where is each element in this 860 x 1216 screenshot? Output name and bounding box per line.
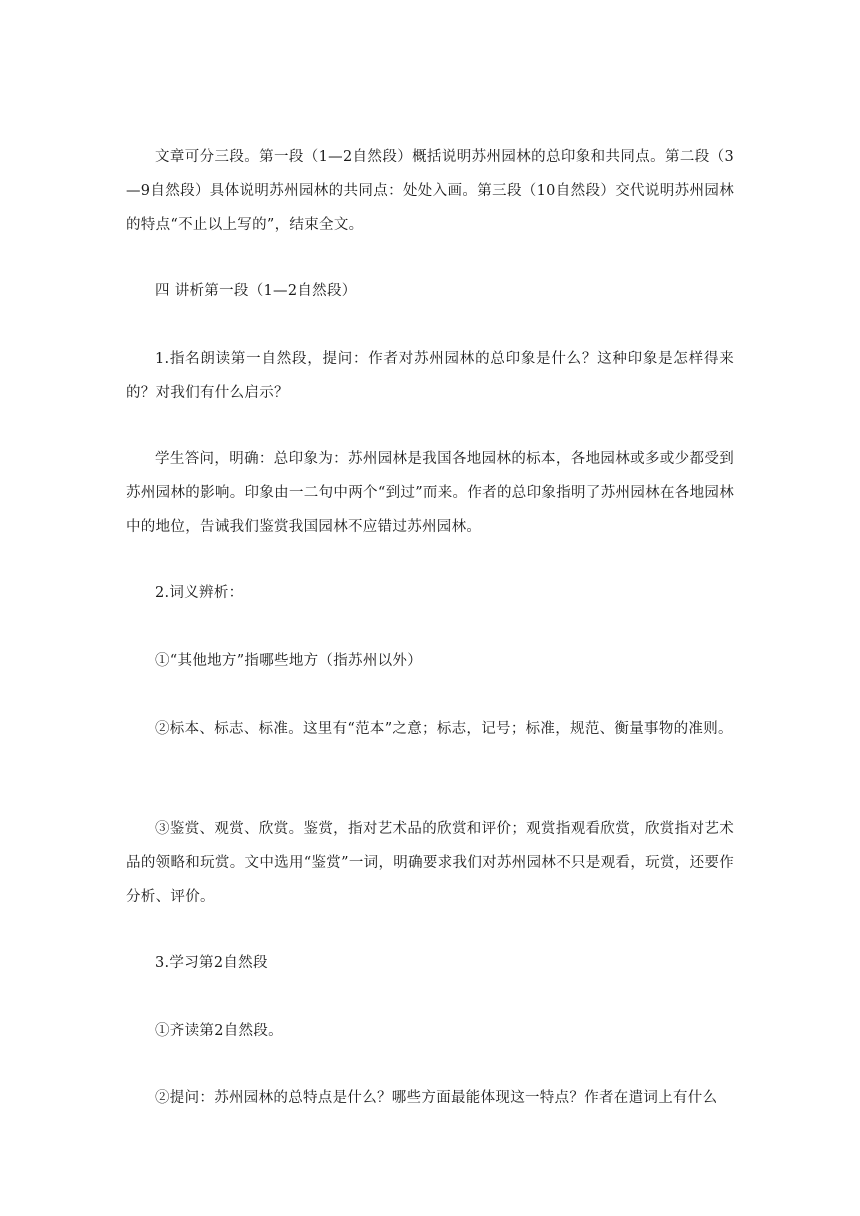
paragraph-word-analysis-heading: 2.词义辨析： [155,585,244,601]
section-heading-part-four: 四 讲析第一段（1—2自然段） [155,283,357,299]
paragraph-study-item-1: ①齐读第2自然段。 [155,1023,283,1039]
paragraph-word-item-2: ②标本、标志、标准。这里有“范本”之意；标志，记号；标准，规范、衡量事物的准则。 [155,721,733,737]
paragraph-structure-overview: 文章可分三段。第一段（1—2自然段）概括说明苏州园林的总印象和共同点。第二段（3—9自然段）具体说明苏州园林的共同点：处处入画。第三段（10自然段）交代说明苏州园林的特点“不止以上写的”，结束全文。 [126,149,734,233]
paragraph-word-item-1: ①“其他地方”指哪些地方（指苏州以外） [155,653,423,669]
paragraph-answer-1: 学生答问，明确：总印象为：苏州园林是我国各地园林的标本，各地园林或多或少都受到苏州园林的影响。印象由一二句中两个“到过”而来。作者的总印象指明了苏州园林在各地园林中的地位，告诫我们鉴赏我国园林不应错过苏州园林。 [126,451,734,535]
paragraph-question-1: 1.指名朗读第一自然段，提问：作者对苏州园林的总印象是什么？这种印象是怎样得来的？对我们有什么启示？ [126,351,734,401]
paragraph-study-heading: 3.学习第2自然段 [155,955,268,971]
paragraph-word-item-3: ③鉴赏、观赏、欣赏。鉴赏，指对艺术品的欣赏和评价；观赏指观看欣赏，欣赏指对艺术品的领略和玩赏。文中选用“鉴赏”一词，明确要求我们对苏州园林不只是观看，玩赏，还要作分析、评价。 [126,821,734,905]
paragraph-study-item-2: ②提问：苏州园林的总特点是什么？哪些方面最能体现这一特点？作者在遣词上有什么 [155,1090,718,1106]
